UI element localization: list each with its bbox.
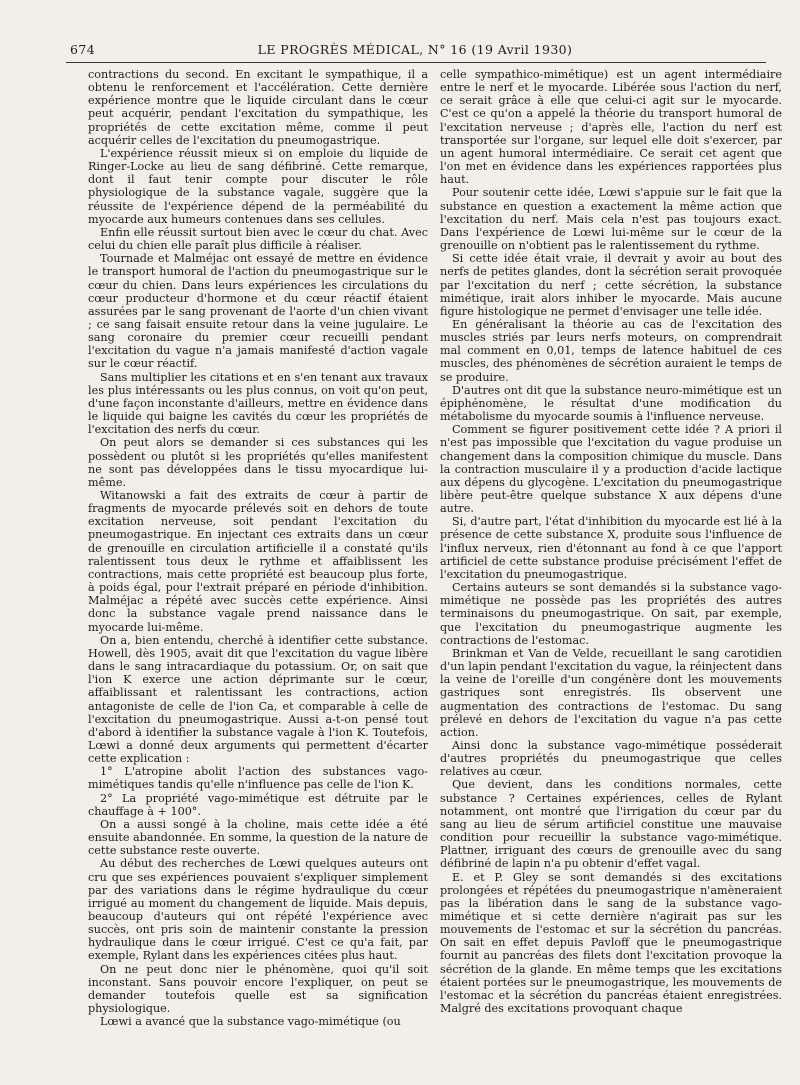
paragraph: Sans multiplier les citations et en s'en tenant aux travaux les plus intéressants ou les plus connus, on voit qu'on peut, d'une façon inconstante d'ailleurs, mettre en évidence dans le liquide qui baigne les cavités du cœur les propriétés de l'excitation des nerfs du cœur.: [88, 370, 428, 437]
paragraph: Witanowski a fait des extraits de cœur à partir de fragments de myocarde prélevés soit en dehors de toute excitation nerveuse, soit pendant l'excitation du pneumogastrique. En injectant ces extraits dans un cœur de grenouille en circulation artificielle il a constaté qu'ils ralentissent tous deux le rythme et affaiblissent les contractions, mais cette propriété est beaucoup plus forte, à poids égal, pour l'extrait préparé en période d'inhibition. Malméjac a répété avec succès cette expérience. Ainsi donc la substance vagale prend naissance dans le myocarde lui-même.: [88, 489, 428, 634]
paragraph: Si cette idée était vraie, il devrait y avoir au bout des nerfs de petites glandes, dont la sécrétion serait provoquée par l'excitation du nerf ; cette sécrétion, la substance mimétique, irait alors inhiber le myocarde. Mais aucune figure histologique ne permet d'envisager une telle idée.: [440, 252, 782, 318]
paragraph: 2° La propriété vago-mimétique est détruite par le chauffage à + 100°.: [88, 791, 428, 818]
paragraph: contractions du second. En excitant le sympathique, il a obtenu le renforcement et l'accélération. Cette dernière expérience montre que le liquide circulant dans le cœur peut acquérir, pendant l'excitation du sympathique, les propriétés de cette excitation même, comme il peut acquérir celles de l'excitation du pneumogastrique.: [88, 68, 428, 147]
paragraph: On a, bien entendu, cherché à identifier cette substance. Howell, dès 1905, avait dit que l'excitation du vague libère dans le sang intracardiaque du potassium. Or, on sait que l'ion K exerce une action déprimante sur le cœur, affaiblissant et ralentissant les contractions, action antagoniste de celle de l'ion Ca, et comparable à celle de l'excitation du pneumogastrique. Aussi a-t-on pensé tout d'abord à identifier la substance vagale à l'ion K. Toutefois, Lœwi a donné deux arguments qui permettent d'écarter cette explication :: [88, 633, 428, 766]
paragraph: En généralisant la théorie au cas de l'excitation des muscles striés par leurs nerfs moteurs, on comprendrait mal comment en 0,01, temps de latence habituel de ces muscles, des phénomènes de sécrétion auraient le temps de se produire.: [440, 317, 782, 384]
right-column: [440, 68, 782, 1015]
paragraph: On ne peut donc nier le phénomène, quoi qu'il soit inconstant. Sans pouvoir encore l'expliquer, on peut se demander toutefois quelle est sa signification physiologique.: [88, 962, 428, 1016]
paragraph: Ainsi donc la substance vago-mimétique posséderait d'autres propriétés du pneumogastrique que celles relatives au cœur.: [440, 738, 782, 779]
paragraph: Lœwi a avancé que la substance vago-mimétique (ou: [100, 1015, 401, 1029]
paragraph: Tournade et Malméjac ont essayé de mettre en évidence le transport humoral de l'action du pneumogastrique sur le cœur du chien. Dans leurs expériences les circulations du cœur producteur d'hormone et du cœur réactif étaient assurées par le sang provenant de l'aorte d'un chien vivant ; ce sang faisait ensuite retour dans la veine jugulaire. Le sang coronaire du premier cœur recueilli pendant l'excitation du vague n'a jamais manifesté d'action vagale sur le cœur réactif.: [88, 252, 428, 371]
paragraph: Comment se figurer positivement cette idée ? A priori il n'est pas impossible que l'excitation du vague produise un changement dans la composition chimique du muscle. Dans la contraction musculaire il y a production d'acide lactique aux dépens du glycogène. L'excitation du pneumogastrique libère peut-être quelque substance X aux dépens d'une autre.: [440, 423, 782, 516]
paragraph: L'expérience réussit mieux si on emploie du liquide de Ringer-Locke au lieu de sang défibriné. Cette remarque, dont il faut tenir compte pour discuter le rôle physiologique de la substance vagale, suggère que la réussite de l'expérience dépend de la perméabilité du myocarde aux humeurs contenues dans ses cellules.: [88, 146, 428, 226]
left-column: [88, 68, 428, 1028]
paragraph: Enfin elle réussit surtout bien avec le cœur du chat. Avec celui du chien elle paraît plus difficile à réaliser.: [88, 225, 428, 253]
page-header: [70, 42, 760, 62]
paragraph: celle sympathico-mimétique) est un agent intermédiaire entre le nerf et le myocarde. Libérée sous l'action du nerf, ce serait grâce à elle que celui-ci agit sur le myocarde. C'est ce qu'on a appelé la théorie du transport humoral de l'excitation nerveuse ; d'après elle, l'action du nerf est transportée sur l'organe, sur lequel elle doit s'exercer, par un agent humoral intermédiaire. Ce serait cet agent que l'on met en évidence dans les expériences rapportées plus haut.: [440, 68, 782, 187]
paragraph: Au début des recherches de Lœwi quelques auteurs ont cru que ses expériences pouvaient s'expliquer simplement par des variations dans le régime hydraulique du cœur irrigué au moment du changement de liquide. Mais depuis, beaucoup d'auteurs qui ont répété l'expérience avec succès, ont pris soin de maintenir constante la pression hydraulique dans le cœur irrigué. C'est ce qu'a fait, par exemple, Rylant dans les expériences citées plus haut.: [88, 857, 428, 963]
paragraph: D'autres ont dit que la substance neuro-mimétique est un épiphénomène, le résultat d'une modification du métabolisme du myocarde soumis à l'influence nerveuse.: [440, 383, 782, 424]
paragraph: 1° L'atropine abolit l'action des substances vago-mimétiques tandis qu'elle n'influence pas celle de l'ion K.: [88, 765, 428, 792]
header-rule: [66, 62, 766, 63]
page-number: 674: [70, 42, 96, 57]
paragraph: Pour soutenir cette idée, Lœwi s'appuie sur le fait que la substance en question a exactement la même action que l'excitation du nerf. Mais cela n'est pas toujours exact. Dans l'expérience de Lœwi lui-même sur le cœur de la grenouille on n'obtient pas le ralentissement du rythme.: [440, 186, 782, 253]
paragraph: On peut alors se demander si ces substances qui les possèdent ou plutôt si les propriétés qu'elles manifestent ne sont pas développées dans le tissu myocardique lui-même.: [88, 436, 428, 489]
running-title: LE PROGRÈS MÉDICAL, N° 16 (19 Avril 1930): [257, 42, 573, 57]
paragraph: Certains auteurs se sont demandés si la substance vago-mimétique ne possède pas les propriétés des autres terminaisons du pneumogastrique. On sait, par exemple, que l'excitation du pneumogastrique augmente les contractions de l'estomac.: [440, 581, 782, 647]
paragraph: E. et P. Gley se sont demandés si des excitations prolongées et répétées du pneumogastrique n'amèneraient pas la libération dans le sang de la substance vago-mimétique et si cette dernière n'agirait pas sur les mouvements de l'estomac et sur la sécrétion du pancréas. On sait en effet depuis Pavloff que le pneumogastrique fournit au pancréas des filets dont l'excitation provoque la sécrétion de la glande. En même temps que les excitations étaient portées sur le pneumogastrique, les mouvements de l'estomac et la sécrétion du pancréas étaient enregistrées. Malgré des excitations provoquant chaque: [440, 870, 782, 1016]
paragraph: Brinkman et Van de Velde, recueillant le sang carotidien d'un lapin pendant l'excitation du vague, la réinjectent dans la veine de l'oreille d'un congénère dont les mouvements gastriques sont enregistrés. Ils observent une augmentation des contractions de l'estomac. Du sang prélevé en dehors de l'excitation du vague n'a pas cette action.: [440, 646, 782, 739]
paragraph: On a aussi songé à la choline, mais cette idée a été ensuite abandonnée. En somme, la question de la nature de cette substance reste ouverte.: [88, 817, 428, 858]
paragraph: Si, d'autre part, l'état d'inhibition du myocarde est lié à la présence de cette substance X, produite sous l'influence de l'influx nerveux, rien d'étonnant au fond à ce que l'apport artificiel de cette substance produise précisément l'effet de l'excitation du pneumogastrique.: [440, 515, 782, 581]
paragraph: Que devient, dans les conditions normales, cette substance ? Certaines expériences, celles de Rylant notamment, ont montré que l'irrigation du cœur par du sang au lieu de sérum artificiel constitue une mauvaise condition pour recueillir la substance vago-mimétique. Plattner, irriguant des cœurs de grenouille avec du sang défibriné de lapin n'a pu obtenir d'effet vagal.: [440, 778, 782, 871]
